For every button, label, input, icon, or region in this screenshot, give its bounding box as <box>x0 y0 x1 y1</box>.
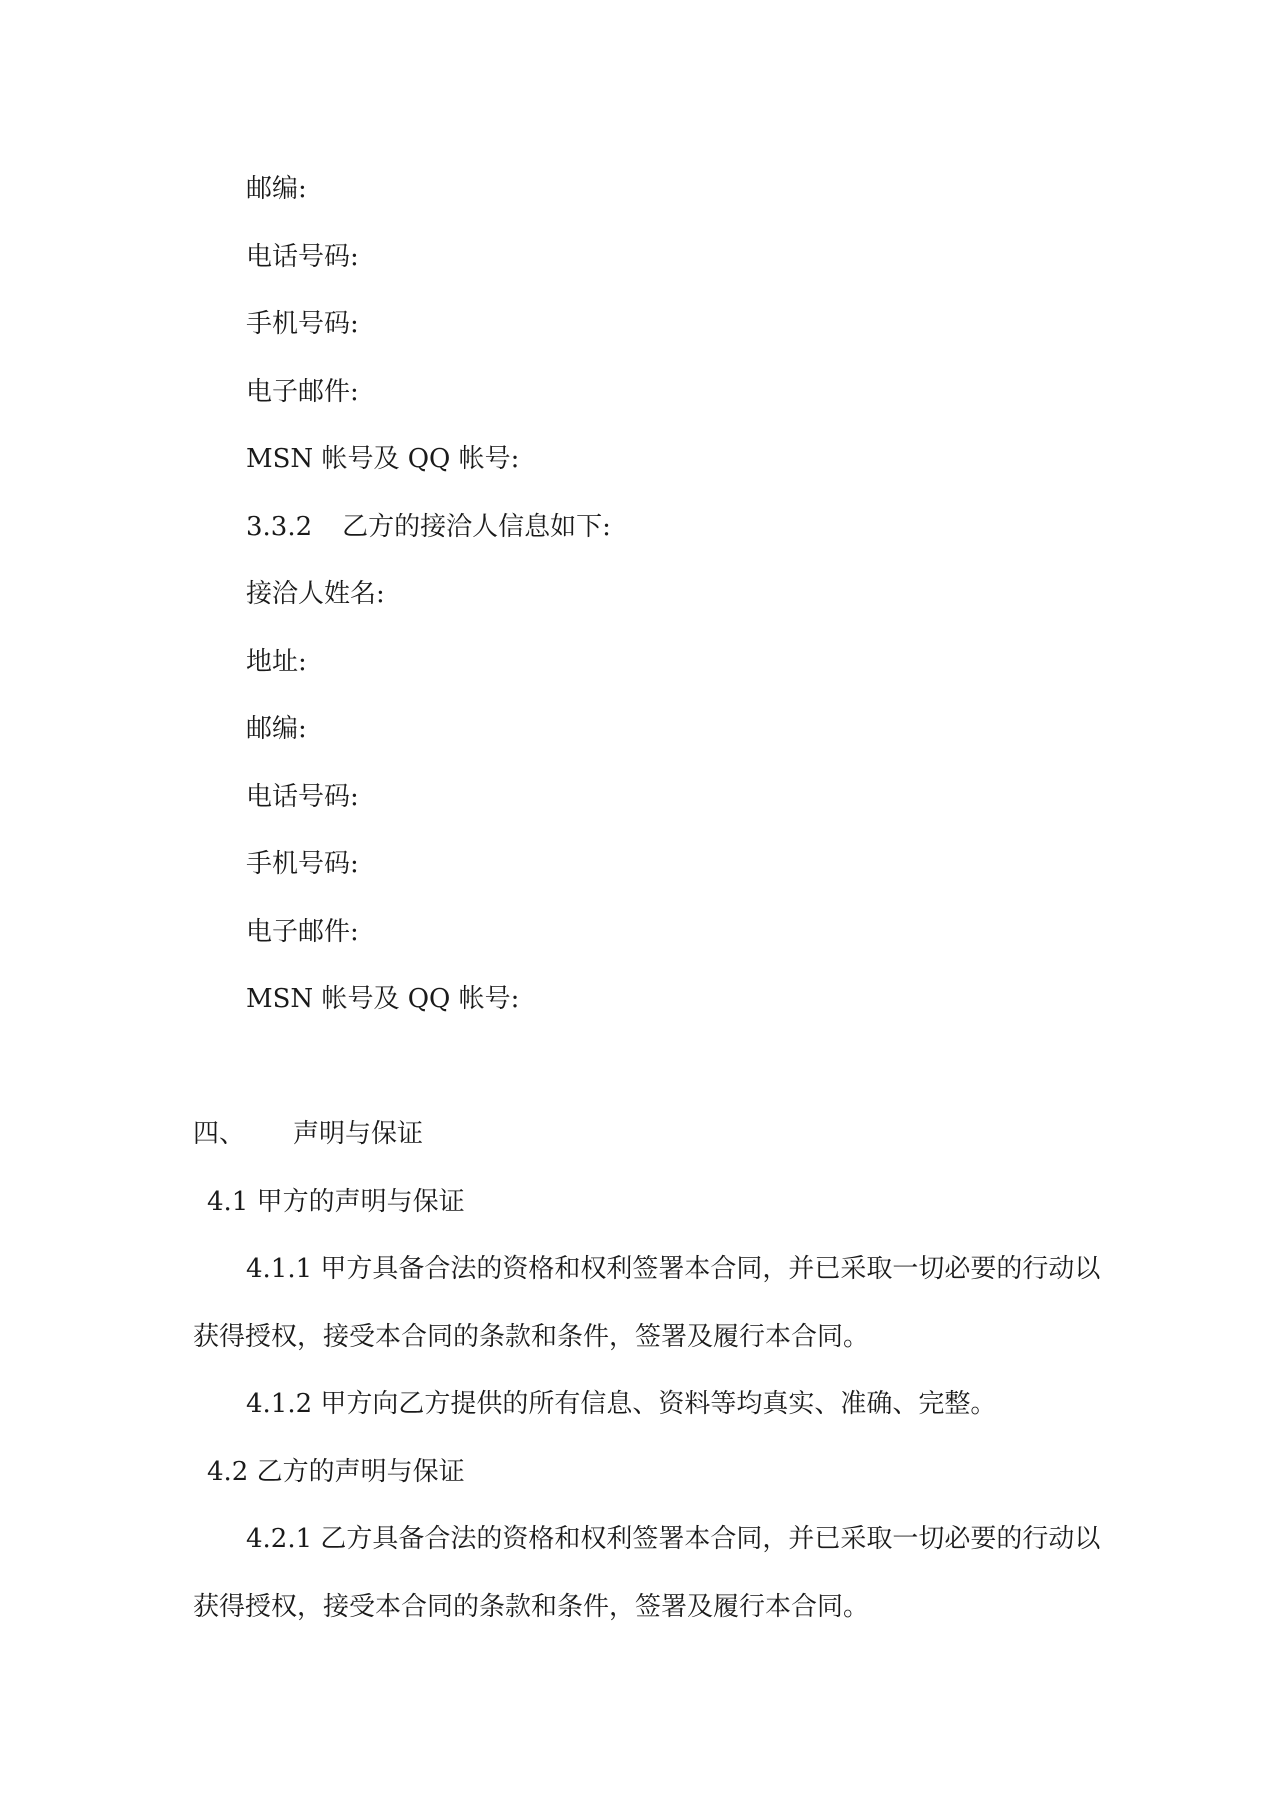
clause-4-2-1-line2: 获得授权，接受本合同的条款和条件，签署及履行本合同。 <box>193 1592 870 1622</box>
clause-3-3-2 <box>246 510 611 544</box>
party-a-msn-qq-label: MSN 帐号及 QQ 帐号: <box>246 444 520 474</box>
clause-4-2-heading: 4.2 乙方的声明与保证 <box>207 1457 465 1487</box>
clause-heading: 乙方的接洽人信息如下: <box>342 512 611 542</box>
party-a-mobile-label: 手机号码: <box>246 309 359 339</box>
party-a-postcode-label: 邮编: <box>246 174 307 204</box>
clause-4-1-heading: 4.1 甲方的声明与保证 <box>207 1187 465 1217</box>
party-a-phone-label: 电话号码: <box>246 242 359 272</box>
section-four-heading <box>193 1117 423 1151</box>
clause-4-2-1-line1: 4.2.1 乙方具备合法的资格和权利签署本合同，并已采取一切必要的行动以 <box>246 1524 1101 1554</box>
party-b-phone-label: 电话号码: <box>246 782 359 812</box>
clause-number: 3.3.2 <box>246 512 313 542</box>
party-b-msn-qq-label: MSN 帐号及 QQ 帐号: <box>246 984 520 1014</box>
party-b-mobile-label: 手机号码: <box>246 849 359 879</box>
party-b-address-label: 地址: <box>246 647 307 677</box>
party-b-email-label: 电子邮件: <box>246 917 359 947</box>
party-a-email-label: 电子邮件: <box>246 377 359 407</box>
party-b-postcode-label: 邮编: <box>246 714 307 744</box>
section-title: 声明与保证 <box>293 1119 424 1149</box>
section-number: 四、 <box>193 1119 246 1149</box>
clause-4-1-1-line2: 获得授权，接受本合同的条款和条件，签署及履行本合同。 <box>193 1322 870 1352</box>
clause-4-1-1-line1: 4.1.1 甲方具备合法的资格和权利签署本合同，并已采取一切必要的行动以 <box>246 1254 1101 1284</box>
clause-4-1-2: 4.1.2 甲方向乙方提供的所有信息、资料等均真实、准确、完整。 <box>246 1389 997 1419</box>
party-b-name-label: 接洽人姓名: <box>246 579 385 609</box>
